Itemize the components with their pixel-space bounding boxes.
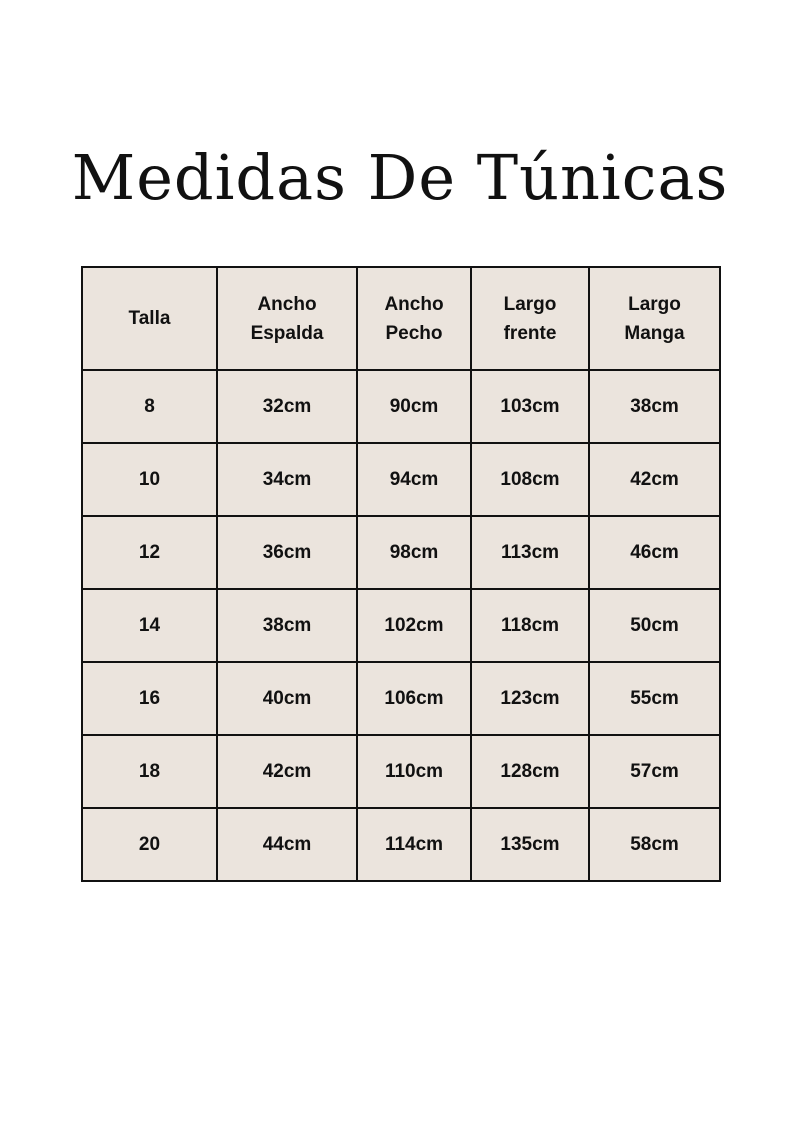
cell-ancho-espalda: 40cm <box>217 662 357 735</box>
header-ancho-espalda-line-2: Espalda <box>250 322 324 344</box>
cell-talla: 14 <box>82 589 217 662</box>
cell-largo-frente: 128cm <box>471 735 589 808</box>
cell-talla: 20 <box>82 808 217 881</box>
header-ancho-espalda-line-1: Ancho <box>257 293 317 315</box>
cell-largo-manga: 58cm <box>589 808 720 881</box>
cell-ancho-pecho: 98cm <box>357 516 471 589</box>
cell-largo-manga: 46cm <box>589 516 720 589</box>
header-largo-manga-line-2: Manga <box>624 322 685 344</box>
header-largo-frente-line-1: Largo <box>503 293 557 315</box>
cell-talla: 10 <box>82 443 217 516</box>
cell-largo-frente: 103cm <box>471 370 589 443</box>
cell-largo-frente: 113cm <box>471 516 589 589</box>
header-largo-manga <box>589 267 720 370</box>
cell-ancho-pecho: 94cm <box>357 443 471 516</box>
cell-largo-manga: 50cm <box>589 589 720 662</box>
cell-talla: 16 <box>82 662 217 735</box>
cell-largo-manga: 57cm <box>589 735 720 808</box>
page-title: Medidas De Túnicas <box>71 141 729 214</box>
cell-talla: 12 <box>82 516 217 589</box>
cell-largo-frente: 135cm <box>471 808 589 881</box>
cell-ancho-pecho: 110cm <box>357 735 471 808</box>
cell-talla: 18 <box>82 735 217 808</box>
table-row <box>82 370 720 443</box>
cell-ancho-espalda: 32cm <box>217 370 357 443</box>
table-row <box>82 516 720 589</box>
cell-ancho-espalda: 34cm <box>217 443 357 516</box>
header-ancho-espalda <box>217 267 357 370</box>
cell-ancho-pecho: 106cm <box>357 662 471 735</box>
table-row <box>82 443 720 516</box>
cell-largo-frente: 118cm <box>471 589 589 662</box>
header-ancho-pecho <box>357 267 471 370</box>
cell-ancho-pecho: 102cm <box>357 589 471 662</box>
cell-largo-frente: 108cm <box>471 443 589 516</box>
cell-ancho-espalda: 44cm <box>217 808 357 881</box>
table-row <box>82 735 720 808</box>
header-largo-frente <box>471 267 589 370</box>
header-largo-frente-line-2: frente <box>503 322 557 344</box>
table-row <box>82 589 720 662</box>
header-ancho-pecho-line-2: Pecho <box>385 322 443 344</box>
cell-talla: 8 <box>82 370 217 443</box>
table-header-row <box>82 267 720 370</box>
table-row <box>82 662 720 735</box>
cell-ancho-espalda: 36cm <box>217 516 357 589</box>
header-talla <box>82 267 217 370</box>
cell-largo-frente: 123cm <box>471 662 589 735</box>
size-chart-table <box>81 266 721 882</box>
cell-ancho-espalda: 38cm <box>217 589 357 662</box>
cell-largo-manga: 55cm <box>589 662 720 735</box>
header-largo-manga-line-1: Largo <box>628 293 681 315</box>
header-talla-line-1: Talla <box>128 308 171 329</box>
table-row <box>82 808 720 881</box>
cell-ancho-pecho: 114cm <box>357 808 471 881</box>
cell-ancho-espalda: 42cm <box>217 735 357 808</box>
cell-largo-manga: 42cm <box>589 443 720 516</box>
header-ancho-pecho-line-1: Ancho <box>384 293 444 315</box>
cell-largo-manga: 38cm <box>589 370 720 443</box>
cell-ancho-pecho: 90cm <box>357 370 471 443</box>
